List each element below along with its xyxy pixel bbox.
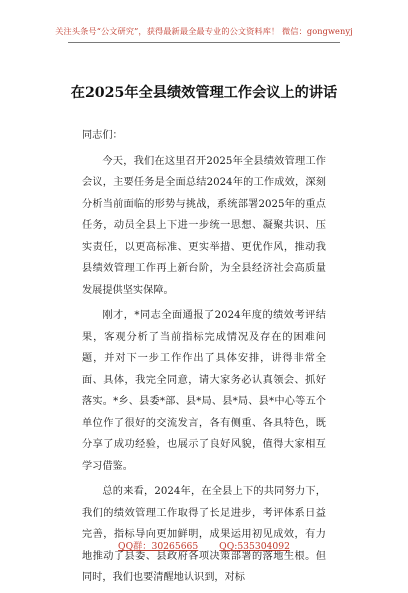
document-title: 在2025年全县绩效管理工作会议上的讲话 [70, 85, 338, 101]
header-divider [68, 42, 340, 43]
footer-contact [0, 538, 408, 552]
footer-qq-number: QQ:535304092 [219, 541, 290, 552]
salutation: 同志们： [82, 130, 123, 141]
paragraph-3: 总的来看，2024年，在全县上下的共同努力下，我们的绩效管理工作取得了长足进步，考评体系日益完善，指标导向更加鲜明，成果运用初见成效，有力地推动了县委、县政府各项决策部署的落地生根。但同时，我们也要清醒地认识到，对标 [82, 486, 326, 583]
document-body [82, 125, 326, 593]
header-promo-text: 关注头条号“公文研究”，获得最新最全最专业的公文资料库！ 微信：gongwenyj [55, 26, 353, 36]
footer-qq-group: QQ群：30265665 [118, 541, 199, 552]
paragraph-2: 刚才，*同志全面通报了2024年度的绩效考评结果，客观分析了当前指标完成情况及存在的困难问题，并对下一步工作作出了具体安排，讲得非常全面、具体，我完全同意，请大家务必认真领会、抓好落实。*乡、县委*部、县*局、县*局、县*中心等五个单位作了很好的交流发言，各有侧重、各具特色，既分享了成功经验，也展示了良好风貌，值得大家相互学习借鉴。 [82, 310, 326, 472]
paragraph-1: 今天，我们在这里召开2025年全县绩效管理工作会议，主要任务是全面总结2024年的工作成效，深刻分析当前面临的形势与挑战，系统部署2025年的重点任务，动员全县上下进一步统一思想、凝聚共识、压实责任，以更高标准、更实举措、更优作风，推动我县绩效管理工作再上新台阶，为全县经济社会高质量发展提供坚实保障。 [82, 155, 326, 296]
